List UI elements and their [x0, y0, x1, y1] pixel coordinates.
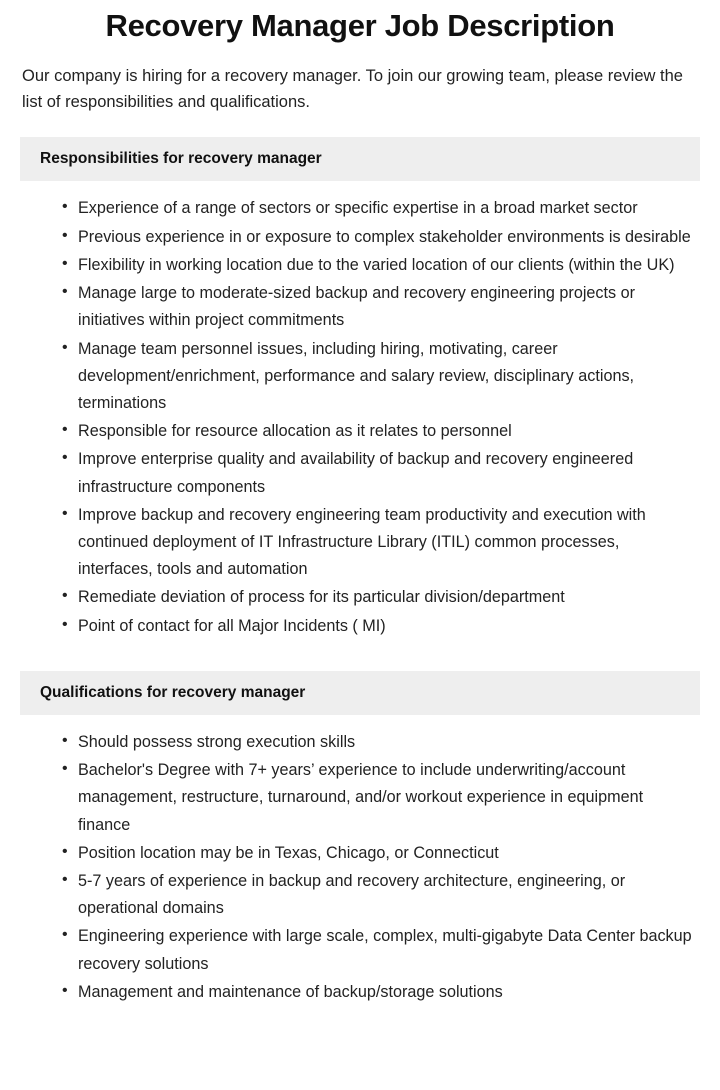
list-item: • Remediate deviation of process for its particular division/department	[20, 584, 700, 611]
list-item: • Should possess strong execution skills	[20, 729, 700, 756]
list-item: • Previous experience in or exposure to complex stakeholder environments is desirable	[20, 224, 700, 251]
list-item: • Experience of a range of sectors or specific expertise in a broad market sector	[20, 195, 700, 222]
responsibilities-heading: Responsibilities for recovery manager	[20, 137, 700, 181]
qualifications-section	[20, 671, 700, 1006]
intro-paragraph: Our company is hiring for a recovery manager. To join our growing team, please review the list of responsibilities and qualifications.	[22, 67, 683, 111]
list-item: • Responsible for resource allocation as it relates to personnel	[20, 418, 700, 445]
list-item: • Point of contact for all Major Incidents ( MI)	[20, 613, 700, 640]
list-item: • Improve enterprise quality and availability of backup and recovery engineered infrastructure components	[20, 446, 700, 500]
list-item: • Management and maintenance of backup/storage solutions	[20, 979, 700, 1006]
responsibilities-list	[20, 195, 700, 640]
list-item: • Bachelor's Degree with 7+ years’ experience to include underwriting/account management, restructure, turnaround, and/or workout experience in equipment finance	[20, 757, 700, 839]
qualifications-list	[20, 729, 700, 1006]
list-item: • 5-7 years of experience in backup and recovery architecture, engineering, or operational domains	[20, 868, 700, 922]
list-item: • Manage team personnel issues, including hiring, motivating, career development/enrichment, performance and salary review, disciplinary actions, terminations	[20, 336, 700, 418]
job-description-page	[0, 6, 720, 1006]
list-item: • Engineering experience with large scale, complex, multi-gigabyte Data Center backup recovery solutions	[20, 923, 700, 977]
list-item: • Position location may be in Texas, Chicago, or Connecticut	[20, 840, 700, 867]
list-item: • Flexibility in working location due to the varied location of our clients (within the UK)	[20, 252, 700, 279]
responsibilities-section	[20, 137, 700, 640]
list-item: • Manage large to moderate-sized backup and recovery engineering projects or initiatives within project commitments	[20, 280, 700, 334]
list-item: • Improve backup and recovery engineering team productivity and execution with continued deployment of IT Infrastructure Library (ITIL) common processes, interfaces, tools and automation	[20, 502, 700, 584]
page-title: Recovery Manager Job Description	[105, 8, 615, 43]
qualifications-heading: Qualifications for recovery manager	[20, 671, 700, 715]
